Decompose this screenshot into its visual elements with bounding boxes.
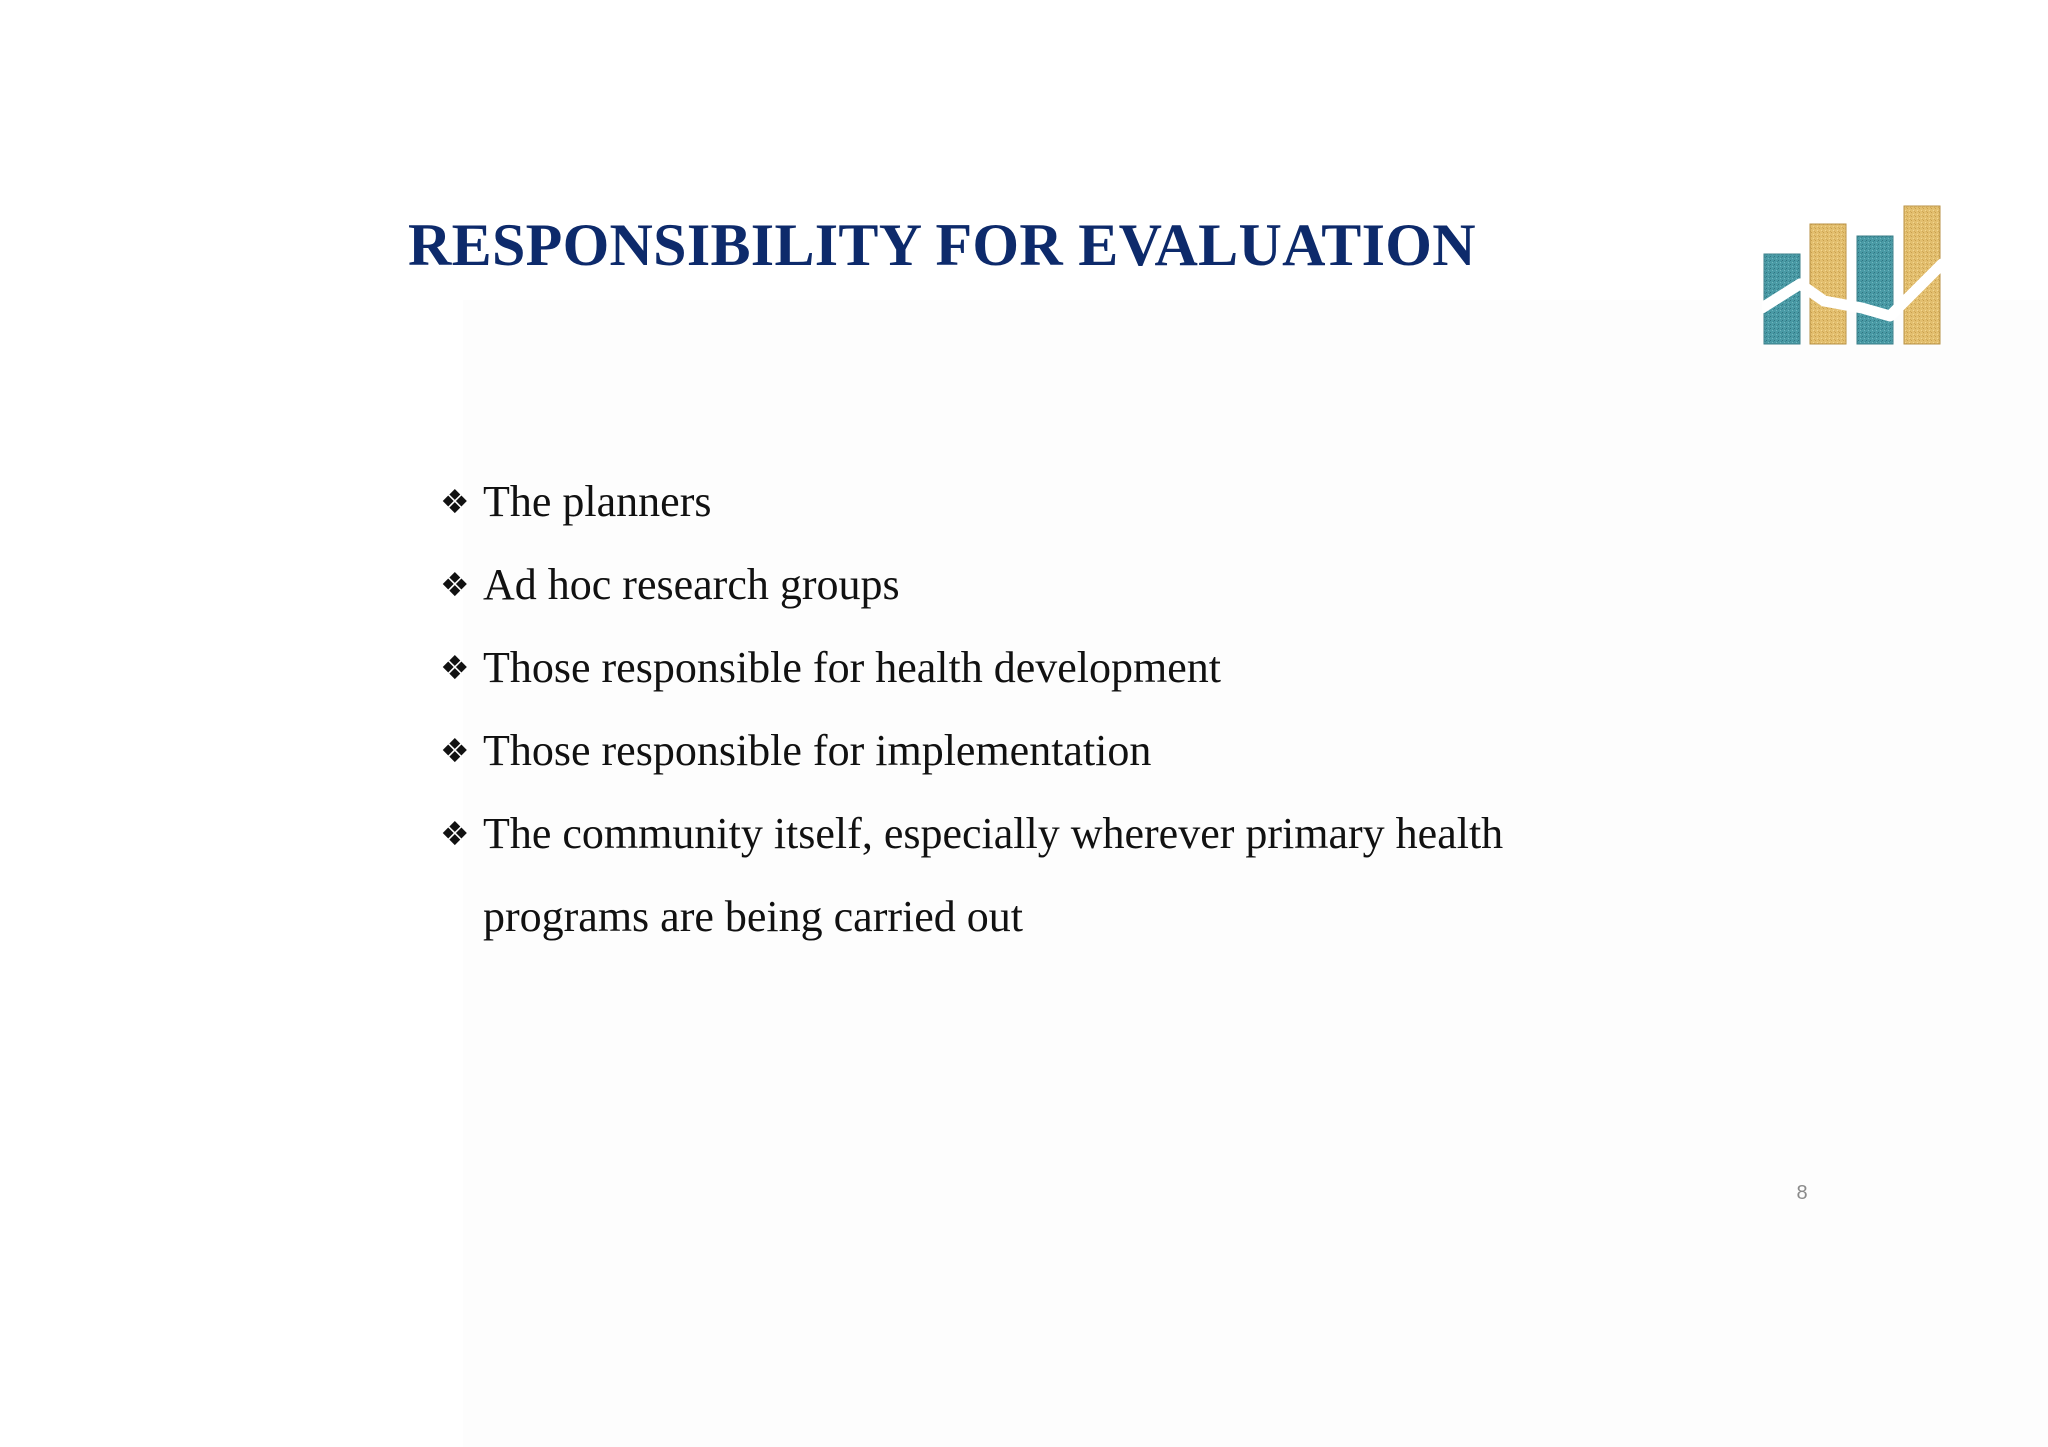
bullet-text: Ad hoc research groups xyxy=(483,560,900,609)
bullet-text: The community itself, especially wherever primary health programs are being carried out xyxy=(483,809,1504,941)
diamond-bullet-icon: ❖ xyxy=(440,482,470,521)
diamond-bullet-icon: ❖ xyxy=(440,814,470,853)
diamond-bullet-icon: ❖ xyxy=(440,648,470,687)
diamond-bullet-icon: ❖ xyxy=(440,731,470,770)
bullet-text: The planners xyxy=(483,477,712,526)
diamond-bullet-icon: ❖ xyxy=(440,565,470,604)
bullet-item xyxy=(440,543,1583,626)
page-number: 8 xyxy=(1796,1182,1808,1204)
bullet-item xyxy=(440,460,1583,543)
bullet-item xyxy=(440,626,1583,709)
bullet-text: Those responsible for implementation xyxy=(483,726,1152,775)
bar-chart-logo-icon xyxy=(1762,204,1942,346)
bullet-text: Those responsible for health development xyxy=(483,643,1222,692)
slide-title: RESPONSIBILITY FOR EVALUATION xyxy=(408,212,1476,278)
bullet-item xyxy=(440,709,1583,792)
bullet-item xyxy=(440,792,1583,958)
bullet-list xyxy=(440,460,1583,958)
